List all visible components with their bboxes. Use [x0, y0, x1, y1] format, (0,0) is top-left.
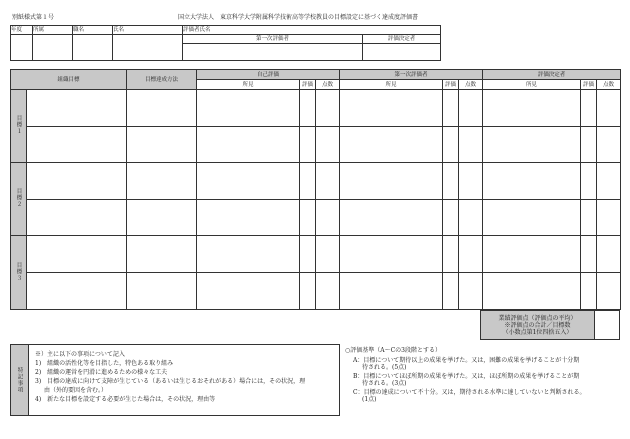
goal-cell[interactable] — [27, 163, 127, 199]
final-opinion-cell[interactable] — [483, 199, 581, 235]
final-points-cell[interactable] — [597, 199, 621, 235]
final-points-cell[interactable] — [597, 272, 621, 309]
goal-label — [11, 163, 27, 236]
affiliation-field[interactable] — [33, 35, 73, 61]
final-opinion-cell[interactable] — [483, 163, 581, 199]
self-eval-header: 自己評価 — [197, 70, 340, 80]
self-points-header: 点数 — [316, 80, 340, 90]
final-evaluator-field[interactable] — [363, 44, 441, 61]
final-opinion-cell[interactable] — [483, 90, 581, 126]
final-rating-cell[interactable] — [581, 126, 597, 162]
first-rating-cell[interactable] — [443, 126, 459, 162]
first-rating-header: 評価 — [443, 80, 459, 90]
evaluation-table — [10, 69, 621, 310]
self-rating-cell[interactable] — [300, 126, 316, 162]
self-opinion-cell[interactable] — [197, 163, 300, 199]
first-rating-cell[interactable] — [443, 236, 459, 272]
goal-cell[interactable] — [27, 90, 127, 126]
method-cell[interactable] — [127, 90, 197, 126]
first-opinion-cell[interactable] — [340, 199, 443, 235]
note-line: 由（外的要因を含む。） — [44, 387, 108, 394]
criteria-line: (1点) — [362, 396, 377, 403]
first-opinion-cell[interactable] — [340, 90, 443, 126]
final-rating-cell[interactable] — [581, 236, 597, 272]
final-evaluator-label: 評価決定者 — [363, 35, 441, 44]
method-cell[interactable] — [127, 163, 197, 199]
goal-cell[interactable] — [27, 236, 127, 272]
first-points-cell[interactable] — [459, 126, 483, 162]
info-table — [10, 25, 441, 61]
final-points-cell[interactable] — [597, 236, 621, 272]
first-rating-cell[interactable] — [443, 163, 459, 199]
score-line-3: （小数点第1位四捨五入） — [502, 328, 573, 336]
first-opinion-cell[interactable] — [340, 126, 443, 162]
self-opinion-cell[interactable] — [197, 199, 300, 235]
evaluator-name-label: 評価者氏名 — [183, 26, 441, 35]
self-opinion-cell[interactable] — [197, 236, 300, 272]
affiliation-label: 所属 — [33, 26, 73, 35]
first-points-header: 点数 — [459, 80, 483, 90]
self-opinion-cell[interactable] — [197, 126, 300, 162]
first-opinion-header: 所見 — [340, 80, 443, 90]
self-rating-cell[interactable] — [300, 163, 316, 199]
final-rating-cell[interactable] — [581, 199, 597, 235]
final-opinion-header: 所見 — [483, 80, 581, 90]
self-opinion-header: 所見 — [197, 80, 300, 90]
page-title: 国立大学法人 東京科学大学附属科学技術高等学校教員の目標設定に基づく達成度評価書 — [178, 14, 419, 21]
method-cell[interactable] — [127, 236, 197, 272]
self-points-cell[interactable] — [316, 126, 340, 162]
final-opinion-cell[interactable] — [483, 236, 581, 272]
first-points-cell[interactable] — [459, 163, 483, 199]
final-opinion-cell[interactable] — [483, 272, 581, 309]
goal-cell[interactable] — [27, 199, 127, 235]
note-line: 1) 組織の活性化等を目指した，特色ある取り組み — [35, 360, 174, 367]
final-rating-cell[interactable] — [581, 272, 597, 309]
first-evaluator-field[interactable] — [183, 44, 363, 61]
first-opinion-cell[interactable] — [340, 163, 443, 199]
self-points-cell[interactable] — [316, 236, 340, 272]
final-points-cell[interactable] — [597, 90, 621, 126]
score-line-1: 業績評価点（評価点の平均） — [498, 314, 577, 322]
first-rating-cell[interactable] — [443, 90, 459, 126]
goal-cell[interactable] — [27, 272, 127, 309]
year-label: 年度 — [11, 26, 33, 35]
goal-1-label: 目標１ — [15, 115, 22, 135]
position-label: 職名 — [73, 26, 113, 35]
self-points-cell[interactable] — [316, 272, 340, 309]
first-points-cell[interactable] — [459, 199, 483, 235]
goal-label — [11, 90, 27, 163]
final-points-cell[interactable] — [597, 126, 621, 162]
first-opinion-cell[interactable] — [340, 236, 443, 272]
first-evaluator-label: 第一次評価者 — [183, 35, 363, 44]
org-goal-header: 組織目標 — [11, 70, 127, 90]
method-cell[interactable] — [127, 272, 197, 309]
self-points-cell[interactable] — [316, 199, 340, 235]
self-rating-cell[interactable] — [300, 272, 316, 309]
criteria-line: 待される。(5点) — [362, 364, 407, 371]
score-value-field[interactable] — [595, 310, 620, 340]
note-line: 2) 組織の運営を円滑に進めるための様々な工夫 — [35, 369, 168, 376]
first-eval-header: 第一次評価者 — [340, 70, 483, 80]
method-header: 目標達成方法 — [127, 70, 197, 90]
first-rating-cell[interactable] — [443, 272, 459, 309]
final-rating-header: 評価 — [581, 80, 597, 90]
form-number: 別紙様式第１号 — [12, 14, 55, 21]
final-points-header: 点数 — [597, 80, 621, 90]
first-points-cell[interactable] — [459, 236, 483, 272]
first-rating-cell[interactable] — [443, 199, 459, 235]
self-rating-cell[interactable] — [300, 199, 316, 235]
criteria-line: B：目標についてほぼ所期の成果を挙げた。又は，ほぼ所期の成果を挙げることが期 — [353, 373, 580, 380]
goal-3-label: 目標３ — [15, 261, 22, 282]
name-label: 氏名 — [113, 26, 183, 35]
special-notes-box — [10, 344, 340, 416]
note-line: 3) 目標の達成に向けて支障が生じている（あるいは生じるおそれがある）場合には，その状況，理 — [35, 378, 306, 385]
note-line: ※）主に以下の事項について記入 — [35, 351, 125, 358]
first-points-cell[interactable] — [459, 272, 483, 309]
self-rating-cell[interactable] — [300, 236, 316, 272]
final-rating-cell[interactable] — [581, 90, 597, 126]
year-field[interactable] — [11, 35, 33, 61]
self-opinion-cell[interactable] — [197, 90, 300, 126]
note-line: 4) 新たな目標を設定する必要が生じた場合は，その状況，理由等 — [35, 396, 216, 403]
score-box — [480, 310, 595, 340]
goal-2-label: 目標２ — [15, 188, 22, 208]
special-notes-label: 特記事項 — [16, 367, 23, 393]
criteria-title: ○評価基準（A～Cの3段階とする） — [345, 347, 441, 354]
self-rating-cell[interactable] — [300, 90, 316, 126]
final-points-cell[interactable] — [597, 163, 621, 199]
criteria-line: 待される。(3点) — [362, 380, 407, 387]
score-line-2: ※評価点の合計／目標数 — [504, 321, 571, 329]
final-eval-header: 評価決定者 — [483, 70, 621, 80]
evaluation-criteria — [345, 347, 585, 403]
first-points-cell[interactable] — [459, 90, 483, 126]
position-field[interactable] — [73, 35, 113, 61]
final-opinion-cell[interactable] — [483, 126, 581, 162]
criteria-line: C：目標の達成について不十分。又は，期待される水準に達していないと判断される。 — [353, 389, 586, 396]
goal-label — [11, 236, 27, 310]
final-rating-cell[interactable] — [581, 163, 597, 199]
special-notes-text — [35, 351, 305, 403]
self-rating-header: 評価 — [300, 80, 316, 90]
method-cell[interactable] — [127, 199, 197, 235]
self-opinion-cell[interactable] — [197, 272, 300, 309]
self-points-cell[interactable] — [316, 90, 340, 126]
criteria-line: A：目標について期待以上の成果を挙げた。又は，困難の成果を挙げることが十分期 — [353, 357, 580, 364]
special-notes-label-cell — [11, 345, 29, 415]
name-field[interactable] — [113, 35, 183, 61]
self-points-cell[interactable] — [316, 163, 340, 199]
method-cell[interactable] — [127, 126, 197, 162]
goal-cell[interactable] — [27, 126, 127, 162]
first-opinion-cell[interactable] — [340, 272, 443, 309]
